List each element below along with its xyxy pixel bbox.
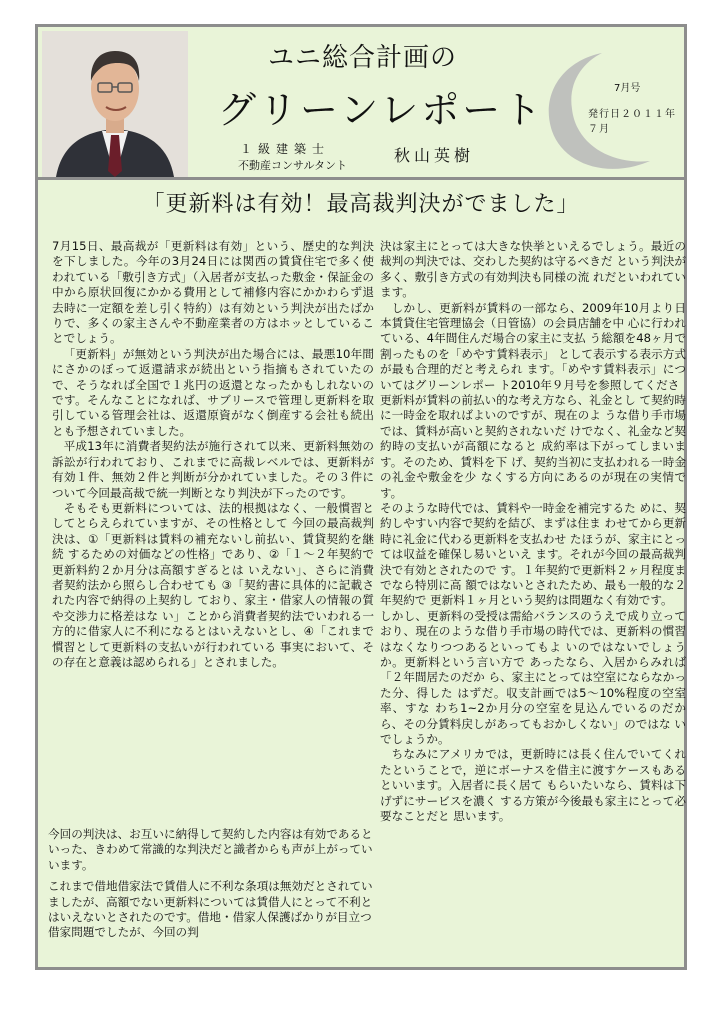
paragraph: しかし、更新料の受授は需給バランスのうえで成り立っており、現在のような借り手市場の時代では、更新料の慣習はなくなりつつあるといってもよ いのではないでしょうか。更新料という言い方で あったなら、入居からみれば「２年間居たのだか ら、家主にとっては空室にならなかった分、得した はずだ。収支計画では5～10%程度の空室率、すな わち1~2か月分の空室を見込んでいるのだから、その分賃料戻しがあってもおかしくない」のではな いでしょうか。 <box>380 608 686 746</box>
paragraph: しかし、更新料が賃料の一部なら、2009年10月より日本賃貸住宅管理協会（日管協）の会員店舗を中 心に行われている、4年間住んだ場合の家主に支払 う総額を48ヶ月で割ったものを「めやす賃料表示」 として表示する表示方式が最も合理的だと考えられ ます。「めやす賃料表示」についてはグリーンレポー ト2010年９月号を参照してくださ <box>380 300 686 392</box>
author-name: 秋山英樹 <box>394 146 475 165</box>
paragraph: 更新料が賃料の前払い的な考え方なら、礼金とし て契約時に一時金を取ればよいのですが、現在のよ うな借り手市場では、賃料が高いと契約されないだ けでなく、礼金など契約時の支払いが高額になると 成約率は下がってしまいます。そのため、賃料を下 げ、契約当初に支払われる一時金の礼金や敷金を少 なくする方向にあるのが現在の実情です。 <box>380 393 686 500</box>
paragraph: 「更新料」が無効という判決が出た場合には、最悪10年間にさかのぼって返還請求が続出という指摘もされていたので、そうなれば全国で１兆円の返還となったかもしれないのです。そんなことになれば、サブリースで管理し更新料を取引している管理会社は、返還原資がなく倒産する会社も続出とも予想されていました。 <box>52 346 374 438</box>
paragraph: 決は家主にとっては大きな快挙といえるでしょう。最近の裁判の判決では、交わした契約は守るべきだ という判決が多く、敷引き方式の有効判決も同様の流 れだといわれています。 <box>380 239 686 300</box>
right-column <box>380 239 686 824</box>
paragraph: 7月15日、最高裁が「更新料は有効」という、歴史的な判決を下しました。今年の3月24日には関西の賃貸住宅で多く使われている「敷引き方式」（入居者が支払った敷金・保証金の中から原状回復にかかる費用として補修内容にかかわらず退去時に一定額を差し引く特約）は有効という判決が出たばかりで、多くの家主さんや不動産業者の方はホッとしていることでしょう。 <box>52 239 374 346</box>
left-column <box>52 239 374 670</box>
bottom-left-column <box>48 827 378 947</box>
newsletter-frame <box>35 24 687 970</box>
author-photo <box>42 31 188 177</box>
newsletter-title-line2: グリーンレポート <box>218 88 545 132</box>
issue-label: 7月号 <box>614 83 641 94</box>
paragraph: そのような時代では、賃料や一時金を補完するた めに、契約しやすい内容で契約を結び、まずは住ま わせてから更新時に礼金に代わる更新料を支払わせ たほうが、家主にとっては収益を確保し易いといえ ます。それが今回の最高裁判決で有効とされたので す。１年契約で更新料２ヶ月程度までなら特別に高 額ではないとされたため、最も一般的な２年契約で 更新料１ヶ月という契約は問題なく有効です。 <box>380 500 686 608</box>
paragraph: これまで借地借家法で賃借人に不利な条項は無効だとされていましたが、高額でない更新料については賃借人にとって不利とはいえないとされたのです。借地・借家人保護ばかりが目立つ借家問題でしたが、今回の判 <box>48 879 373 940</box>
author-role2: 不動産コンサルタント <box>238 159 348 172</box>
paragraph: 今回の判決は、お互いに納得して契約した内容は有効であるといった、きわめて常識的な判決だと識者からも声が上がっていいます。 <box>48 827 373 872</box>
paragraph: そもそも更新料については、法的根拠はなく、一般慣習としてとらえられていますが、その性格として 今回の最高裁判決は、①「更新料は賃料の補充ないし前払い、賃貸契約を継続 するための対価などの性格」であり、②「１～２年契約で更新料約２か月分は高額すぎるとは いえない」、さらに消費者契約法から照らし合わせても ③「契約書に具体的に記載された内容で納得の上契約し ており、家主・借家人の情報の質や交渉力に格差はな い」ことから消費者契約法でいわれる一方的に借家人に不利になるとはいえないとし、④「これまで慣習として更新料の支払いが行われている 事実において、その存在と意義は認められる」とされました。 <box>52 500 374 669</box>
paragraph: 平成13年に消費者契約法が施行されて以来、更新料無効の訴訟が行われており、これまでに高裁レベルでは、更新料が有効１件、無効２件と判断が分かれていました。その３件について今回最高裁で統一判断となり判決が下ったのです。 <box>52 439 374 500</box>
header <box>38 27 684 180</box>
paragraph: ちなみにアメリカでは，更新時には長く住んでいてくれたということで，逆にボーナスを借主に渡すケースもあるといいます。入居者に長く居て もらいたいなら、賃料は下げずにサービスを濃く する方策が今後最も家主にとって必要なことだと 思います。 <box>380 747 686 824</box>
article-headline: 「更新料は有効！最高裁判決がでました」 <box>142 192 580 217</box>
author-role: １級建築士 <box>240 142 331 156</box>
publication-date: 発行日２０１１年７月 <box>588 109 676 135</box>
newsletter-title-line1: ユニ総合計画の <box>268 43 458 73</box>
